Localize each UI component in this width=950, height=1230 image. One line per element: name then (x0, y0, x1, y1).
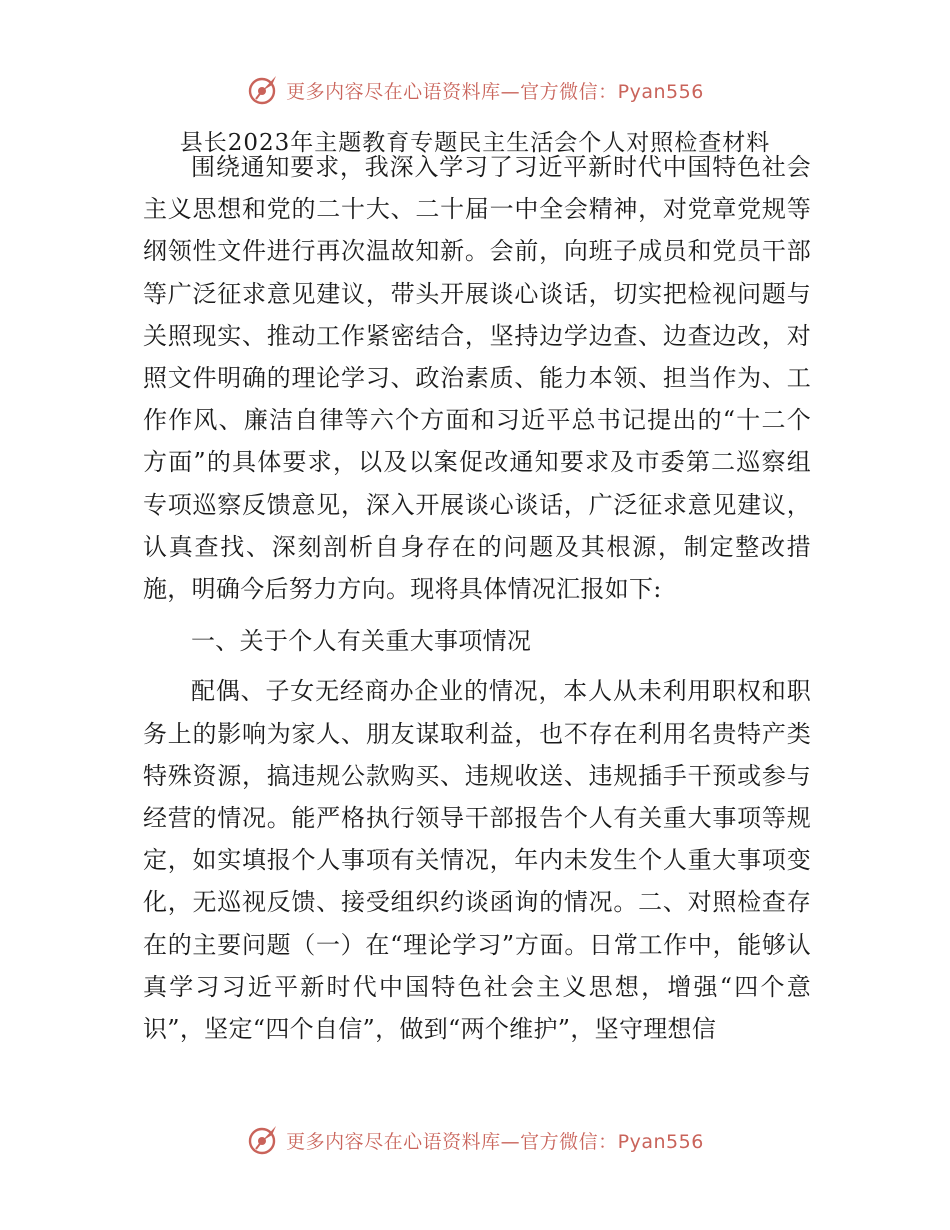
paragraph-body: 配偶、子女无经商办企业的情况，本人从未利用职权和职务上的影响为家人、朋友谋取利益，也不存在利用名贵特产类特殊资源，搞违规公款购买、违规收送、违规插手干预或参与经营的情况。能严格执行领导干部报告个人有关重大事项等规定，如实填报个人事项有关情况，年内未发生个人重大事项变化，无巡视反馈、接受组织约谈函询的情况。二、对照检查存在的主要问题（一）在“理论学习”方面。日常工作中，能够认真学习习近平新时代中国特色社会主义思想，增强“四个意识”，坚定“四个自信”，做到“两个维护”，坚守理想信 (143, 677, 811, 1044)
document-body (143, 146, 811, 1050)
watermark-banner-bottom (0, 1120, 950, 1160)
quill-circle-icon (246, 73, 280, 107)
quill-circle-icon (246, 1123, 280, 1157)
paragraph-intro: 围绕通知要求，我深入学习了习近平新时代中国特色社会主义思想和党的二十大、二十届一中全会精神，对党章党规等纲领性文件进行再次温故知新。会前，向班子成员和党员干部等广泛征求意见建议，带头开展谈心谈话，切实把检视问题与关照现实、推动工作紧密结合，坚持边学边查、边查边改，对照文件明确的理论学习、政治素质、能力本领、担当作为、工作作风、廉洁自律等六个方面和习近平总书记提出的“十二个方面”的具体要求，以及以案促改通知要求及市委第二巡察组专项巡察反馈意见，深入开展谈心谈话，广泛征求意见建议，认真查找、深刻剖析自身存在的问题及其根源，制定整改措施，明确今后努力方向。现将具体情况汇报如下: (143, 153, 811, 604)
document-title: 县长2023年主题教育专题民主生活会个人对照检查材料 (179, 130, 771, 156)
watermark-text: 更多内容尽在心语资料库—官方微信：Pyan556 (286, 1130, 704, 1153)
section-heading: 一、关于个人有关重大事项情况 (191, 627, 532, 656)
watermark-banner-top (0, 70, 950, 110)
watermark-text: 更多内容尽在心语资料库—官方微信：Pyan556 (286, 80, 704, 103)
